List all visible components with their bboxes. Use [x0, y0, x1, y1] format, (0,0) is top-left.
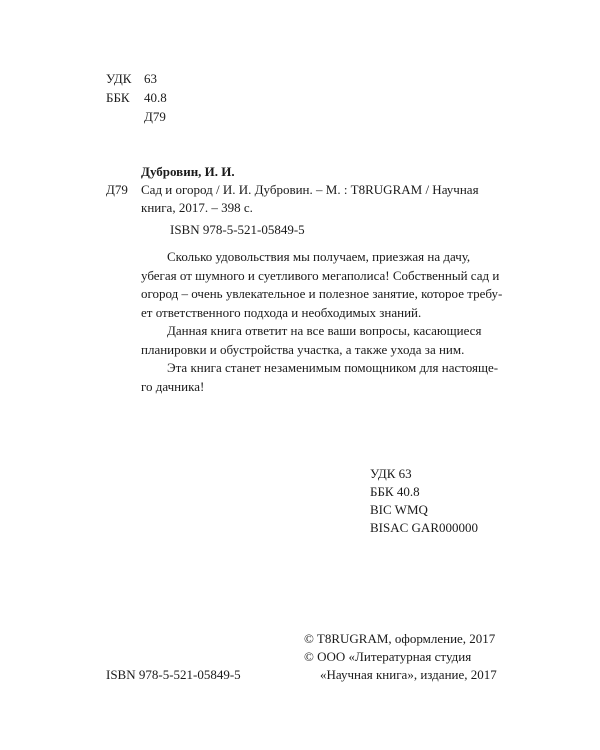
udk-label: УДК — [106, 71, 132, 86]
annotation-p1-line: ет ответственного подхода и необходимых знаний. — [141, 304, 422, 320]
record-author: Дубровин, И. И. — [141, 164, 235, 179]
annotation — [141, 248, 501, 396]
copyright-line: «Научная книга», издание, 2017 — [320, 667, 497, 682]
top-classification-codes — [106, 70, 226, 130]
annotation-p1-line: убегая от шумного и суетливого мегаполиса! Собственный сад и — [141, 267, 500, 283]
lower-udk: УДК 63 — [370, 466, 412, 481]
record-description — [141, 181, 479, 217]
lower-bic: BIC WMQ — [370, 502, 428, 517]
copyright-line: © ООО «Литературная студия — [304, 649, 472, 664]
annotation-p1-line: Сколько удовольствия мы получаем, приезжая на дачу, — [167, 249, 471, 264]
udk-value: 63 — [144, 71, 157, 86]
lower-bbk: ББК 40.8 — [370, 484, 420, 499]
lower-bisac: BISAC GAR000000 — [370, 520, 478, 535]
bottom-isbn: ISBN 978-5-521-05849-5 — [106, 667, 241, 682]
record-line-1: Сад и огород / И. И. Дубровин. – М. : T8RUGRAM / Научная — [141, 182, 479, 197]
record-author-mark: Д79 — [106, 182, 128, 197]
record-isbn: ISBN 978-5-521-05849-5 — [170, 222, 305, 237]
annotation-p2-line: Данная книга ответит на все ваши вопросы, касающиеся — [167, 323, 482, 338]
top-author-mark: Д79 — [144, 109, 166, 124]
lower-classification-codes — [370, 465, 478, 537]
record-line-2: книга, 2017. – 398 с. — [141, 200, 253, 216]
annotation-p1-line: огород – очень увлекательное и полезное занятие, которое требу- — [141, 286, 503, 301]
copyright-block — [304, 630, 497, 684]
bbk-value: 40.8 — [144, 90, 167, 105]
annotation-p3-line: Эта книга станет незаменимым помощником для настояще- — [167, 360, 499, 375]
copyright-line: © T8RUGRAM, оформление, 2017 — [304, 631, 496, 646]
annotation-p3-line: го дачника! — [141, 378, 205, 394]
annotation-p2-line: планировки и обустройства участка, а также ухода за ним. — [141, 341, 465, 357]
bbk-label: ББК — [106, 90, 130, 105]
